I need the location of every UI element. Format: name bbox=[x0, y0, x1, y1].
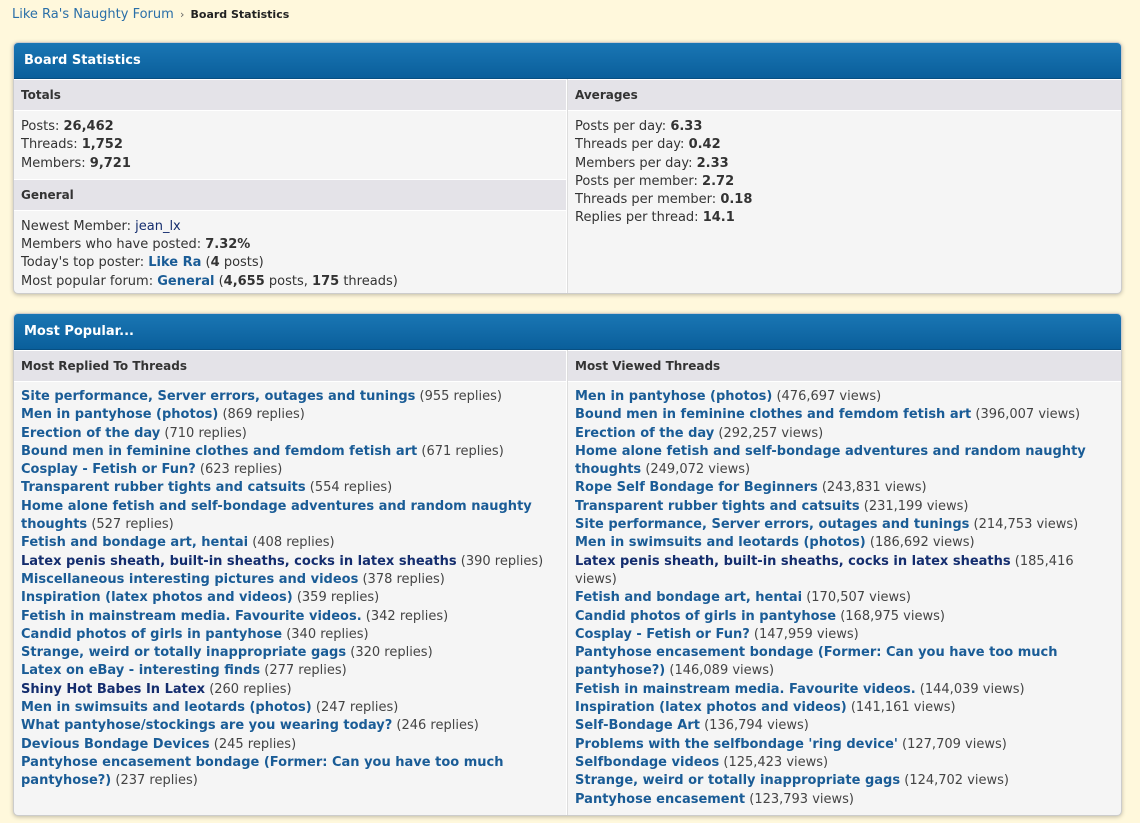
thread-count: (955 replies) bbox=[419, 389, 502, 404]
thread-count: (186,692 views) bbox=[869, 535, 975, 551]
thread-list-item bbox=[21, 608, 559, 626]
breadcrumb-current: Board Statistics bbox=[190, 8, 290, 21]
totals-heading: Totals bbox=[14, 79, 566, 111]
average-stat: Members per day: 2.33 bbox=[575, 155, 729, 171]
thread-count: (127,709 views) bbox=[902, 736, 1007, 752]
thread-list-item bbox=[575, 736, 1114, 754]
thread-link[interactable]: Latex penis sheath, built-in sheaths, cocks in latex sheaths bbox=[21, 553, 457, 569]
thread-list-item bbox=[575, 589, 1114, 607]
average-stat: Posts per day: 6.33 bbox=[575, 119, 703, 134]
thread-link[interactable]: Devious Bondage Devices bbox=[21, 736, 210, 752]
thread-count: (390 replies) bbox=[460, 553, 544, 569]
newest-member-stat: Newest Member: jean_lx bbox=[21, 218, 181, 234]
most-popular-panel bbox=[13, 313, 1122, 816]
averages-heading: Averages bbox=[568, 79, 1121, 111]
thread-count: (245 replies) bbox=[213, 736, 297, 752]
newest-member-link[interactable]: jean_lx bbox=[135, 218, 181, 234]
thread-list-item bbox=[21, 699, 559, 717]
thread-link[interactable]: Inspiration (latex photos and videos) bbox=[21, 590, 293, 606]
thread-count: (292,257 views) bbox=[718, 425, 824, 441]
thread-list-item bbox=[21, 754, 559, 791]
thread-list-item bbox=[575, 608, 1114, 626]
popular-forum-stat: Most popular forum: General (4,655 posts, 175 threads) bbox=[21, 273, 398, 289]
thread-list-item bbox=[575, 443, 1114, 480]
thread-count: (214,753 views) bbox=[973, 517, 1079, 533]
most-viewed-heading: Most Viewed Threads bbox=[568, 350, 1121, 382]
thread-link[interactable]: Strange, weird or totally inappropriate gags bbox=[21, 645, 347, 661]
thread-count: (554 replies) bbox=[309, 480, 393, 496]
thread-list-item bbox=[21, 626, 559, 644]
thread-count: (320 replies) bbox=[350, 645, 433, 661]
thread-link[interactable]: Strange, weird or totally inappropriate gags bbox=[575, 773, 901, 789]
thread-list-item bbox=[575, 644, 1114, 681]
thread-link[interactable]: Men in swimsuits and leotards (photos) bbox=[575, 535, 866, 551]
breadcrumb bbox=[12, 7, 289, 22]
thread-link[interactable]: Transparent rubber tights and catsuits bbox=[575, 498, 860, 514]
thread-link[interactable]: Erection of the day bbox=[21, 425, 161, 441]
thread-link[interactable]: Fetish and bondage art, hentai bbox=[21, 535, 249, 551]
thread-count: (277 replies) bbox=[264, 663, 347, 679]
thread-list-item bbox=[575, 534, 1114, 552]
threads-stat: Threads: 1,752 bbox=[21, 137, 123, 153]
totals-column bbox=[14, 79, 567, 294]
thread-list-item bbox=[21, 589, 559, 607]
top-poster-link[interactable]: Like Ra bbox=[148, 255, 202, 271]
breadcrumb-home-link[interactable]: Like Ra's Naughty Forum bbox=[12, 7, 174, 22]
most-viewed-list bbox=[568, 382, 1121, 815]
thread-list-item bbox=[21, 443, 559, 461]
thread-count: (144,039 views) bbox=[919, 681, 1025, 697]
members-posted-stat: Members who have posted: 7.32% bbox=[21, 237, 251, 253]
thread-link[interactable]: Fetish in mainstream media. Favourite videos. bbox=[21, 608, 362, 624]
average-stat: Threads per member: 0.18 bbox=[575, 192, 753, 208]
thread-link[interactable]: Site performance, Server errors, outages and tunings bbox=[21, 389, 416, 404]
thread-link[interactable]: Latex on eBay - interesting finds bbox=[21, 663, 261, 679]
average-stat: Threads per day: 0.42 bbox=[575, 137, 721, 153]
thread-count: (408 replies) bbox=[252, 535, 335, 551]
thread-list-item bbox=[21, 662, 559, 680]
thread-count: (168,975 views) bbox=[840, 608, 945, 624]
thread-link[interactable]: Cosplay - Fetish or Fun? bbox=[575, 626, 750, 642]
thread-link[interactable]: Problems with the selfbondage 'ring device' bbox=[575, 736, 898, 752]
breadcrumb-separator: › bbox=[179, 8, 185, 21]
thread-link[interactable]: Fetish and bondage art, hentai bbox=[575, 590, 803, 606]
thread-count: (246 replies) bbox=[396, 718, 479, 734]
members-stat: Members: 9,721 bbox=[21, 155, 131, 171]
average-stat: Posts per member: 2.72 bbox=[575, 173, 735, 189]
thread-link[interactable]: Self-Bondage Art bbox=[575, 718, 700, 734]
thread-count: (869 replies) bbox=[222, 407, 305, 423]
thread-list-item bbox=[575, 406, 1114, 424]
thread-count: (623 replies) bbox=[199, 462, 283, 478]
thread-link[interactable]: Erection of the day bbox=[575, 425, 715, 441]
thread-list-item bbox=[21, 717, 559, 735]
thread-list-item bbox=[21, 388, 559, 406]
thread-link[interactable]: What pantyhose/stockings are you wearing today? bbox=[21, 718, 393, 734]
thread-list-item bbox=[575, 772, 1114, 790]
thread-link[interactable]: Transparent rubber tights and catsuits bbox=[21, 480, 306, 496]
thread-link[interactable]: Fetish in mainstream media. Favourite videos. bbox=[575, 681, 916, 697]
board-statistics-title: Board Statistics bbox=[14, 43, 1121, 79]
thread-link[interactable]: Site performance, Server errors, outages and tunings bbox=[575, 517, 970, 533]
thread-link[interactable]: Pantyhose encasement bondage (Former: Can you have too much pantyhose?) bbox=[575, 645, 1058, 679]
thread-link[interactable]: Bound men in feminine clothes and femdom fetish art bbox=[575, 407, 972, 423]
thread-count: (231,199 views) bbox=[863, 498, 969, 514]
thread-link[interactable]: Men in swimsuits and leotards (photos) bbox=[21, 700, 312, 716]
thread-count: (476,697 views) bbox=[776, 389, 882, 404]
thread-list-item bbox=[575, 699, 1114, 717]
thread-link[interactable]: Cosplay - Fetish or Fun? bbox=[21, 462, 196, 478]
thread-list-item bbox=[575, 388, 1114, 406]
thread-link[interactable]: Selfbondage videos bbox=[575, 754, 720, 770]
thread-link[interactable]: Bound men in feminine clothes and femdom fetish art bbox=[21, 443, 418, 459]
thread-list-item bbox=[21, 498, 559, 535]
board-statistics-panel bbox=[13, 42, 1122, 294]
thread-list-item bbox=[21, 461, 559, 479]
thread-list-item bbox=[21, 425, 559, 443]
most-replied-column bbox=[14, 350, 567, 815]
thread-count: (147,959 views) bbox=[753, 626, 859, 642]
most-replied-heading: Most Replied To Threads bbox=[14, 350, 566, 382]
thread-count: (243,831 views) bbox=[821, 480, 927, 496]
thread-count: (340 replies) bbox=[286, 626, 369, 642]
thread-list-item bbox=[575, 717, 1114, 735]
popular-forum-link[interactable]: General bbox=[157, 273, 215, 289]
thread-list-item bbox=[575, 626, 1114, 644]
thread-list-item bbox=[21, 571, 559, 589]
thread-count: (378 replies) bbox=[362, 571, 445, 587]
thread-count: (396,007 views) bbox=[975, 407, 1081, 423]
thread-count: (124,702 views) bbox=[904, 773, 1009, 789]
thread-list-item bbox=[575, 754, 1114, 772]
thread-count: (359 replies) bbox=[296, 590, 380, 606]
thread-link[interactable]: Home alone fetish and self-bondage adventures and random naughty thoughts bbox=[575, 443, 1086, 478]
thread-count: (671 replies) bbox=[421, 443, 504, 459]
averages-column bbox=[567, 79, 1121, 294]
thread-count: (247 replies) bbox=[315, 700, 399, 716]
thread-list-item bbox=[21, 406, 559, 424]
top-poster-stat: Today's top poster: Like Ra (4 posts) bbox=[21, 255, 264, 271]
thread-count: (185,416 views) bbox=[575, 553, 1074, 587]
thread-link[interactable]: Candid photos of girls in pantyhose bbox=[575, 608, 837, 624]
thread-count: (136,794 views) bbox=[704, 718, 809, 734]
most-popular-title: Most Popular... bbox=[14, 314, 1121, 350]
thread-count: (125,423 views) bbox=[723, 754, 829, 770]
thread-count: (170,507 views) bbox=[806, 590, 911, 606]
thread-list-item bbox=[575, 479, 1114, 497]
thread-count: (237 replies) bbox=[115, 773, 198, 789]
thread-count: (710 replies) bbox=[164, 425, 247, 441]
thread-list-item bbox=[575, 791, 1114, 809]
thread-list-item bbox=[575, 516, 1114, 534]
thread-link[interactable]: Men in pantyhose (photos) bbox=[575, 389, 773, 404]
thread-list-item bbox=[575, 425, 1114, 443]
posts-stat: Posts: 26,462 bbox=[21, 119, 114, 134]
thread-count: (527 replies) bbox=[91, 517, 174, 533]
thread-link[interactable]: Pantyhose encasement bondage (Former: Can you have too much pantyhose?) bbox=[21, 754, 504, 789]
thread-count: (123,793 views) bbox=[749, 791, 854, 807]
thread-link[interactable]: Home alone fetish and self-bondage adventures and random naughty thoughts bbox=[21, 498, 532, 533]
thread-list-item bbox=[21, 534, 559, 552]
thread-list-item bbox=[21, 479, 559, 497]
most-viewed-column bbox=[567, 350, 1121, 815]
thread-link[interactable]: Miscellaneous interesting pictures and videos bbox=[21, 571, 359, 587]
thread-list-item bbox=[575, 681, 1114, 699]
averages-block bbox=[568, 111, 1121, 234]
thread-list-item bbox=[21, 681, 559, 699]
thread-count: (342 replies) bbox=[365, 608, 449, 624]
thread-link[interactable]: Pantyhose encasement bbox=[575, 791, 746, 807]
thread-link[interactable]: Latex penis sheath, built-in sheaths, cocks in latex sheaths bbox=[575, 553, 1011, 569]
thread-link[interactable]: Rope Self Bondage for Beginners bbox=[575, 480, 818, 496]
thread-list-item bbox=[21, 736, 559, 754]
thread-list-item bbox=[21, 553, 559, 571]
thread-link[interactable]: Inspiration (latex photos and videos) bbox=[575, 700, 847, 716]
thread-count: (249,072 views) bbox=[645, 462, 751, 478]
thread-link[interactable]: Men in pantyhose (photos) bbox=[21, 407, 219, 423]
most-replied-list bbox=[14, 382, 566, 797]
thread-list-item bbox=[575, 498, 1114, 516]
thread-count: (146,089 views) bbox=[669, 663, 775, 679]
thread-count: (141,161 views) bbox=[850, 700, 956, 716]
totals-block bbox=[14, 111, 566, 179]
thread-count: (260 replies) bbox=[209, 681, 292, 697]
thread-list-item bbox=[21, 644, 559, 662]
average-stat: Replies per thread: 14.1 bbox=[575, 210, 735, 226]
thread-link[interactable]: Candid photos of girls in pantyhose bbox=[21, 626, 283, 642]
general-heading: General bbox=[14, 179, 566, 211]
thread-link[interactable]: Shiny Hot Babes In Latex bbox=[21, 681, 206, 697]
general-block bbox=[14, 211, 566, 294]
thread-list-item bbox=[575, 553, 1114, 590]
